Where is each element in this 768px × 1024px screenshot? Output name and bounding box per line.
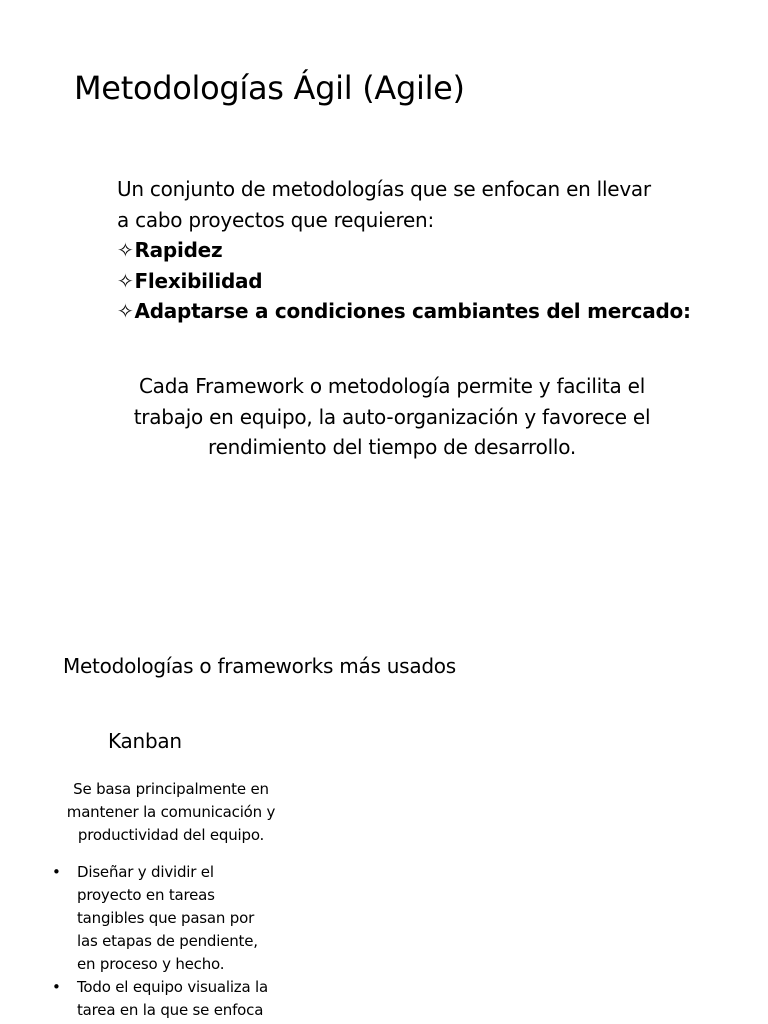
sparkle-bullet-icon: ✧ xyxy=(117,268,134,293)
framework-paragraph xyxy=(100,371,684,463)
bullet-line: tarea en la que se enfoca xyxy=(77,1001,264,1019)
bullet-line: las etapas de pendiente, xyxy=(77,932,258,950)
kanban-bullet-list xyxy=(50,861,300,1022)
frameworks-heading: Metodologías o frameworks más usados xyxy=(63,654,456,678)
paragraph-line: trabajo en equipo, la auto-organización y favorece el xyxy=(133,404,651,429)
bullet-line: tangibles que pasan por xyxy=(77,909,255,927)
kanban-description xyxy=(46,778,296,847)
requirements-list xyxy=(117,235,717,327)
bullet-dot-icon: • xyxy=(52,978,61,996)
description-line: productividad del equipo. xyxy=(77,826,265,844)
kanban-bullet-item xyxy=(50,861,300,976)
kanban-title: Kanban xyxy=(108,729,182,753)
requirement-item xyxy=(117,266,717,297)
requirement-text: Adaptarse a condiciones cambiantes del mercado: xyxy=(134,299,691,323)
kanban-bullet-item xyxy=(50,976,300,1022)
slide-title: Metodologías Ágil (Agile) xyxy=(74,69,465,107)
intro-line: Un conjunto de metodologías que se enfocan en llevar xyxy=(117,177,651,201)
intro-line: a cabo proyectos que requieren: xyxy=(117,207,434,232)
bullet-line: proyecto en tareas xyxy=(77,886,215,904)
bullet-line: Todo el equipo visualiza la xyxy=(77,978,268,996)
requirement-text: Flexibilidad xyxy=(134,268,263,293)
requirement-item xyxy=(117,235,717,266)
paragraph-line: Cada Framework o metodología permite y facilita el xyxy=(138,374,646,398)
bullet-dot-icon: • xyxy=(52,863,61,881)
intro-block xyxy=(117,174,717,327)
requirement-text: Rapidez xyxy=(134,238,223,262)
requirement-item xyxy=(117,296,717,327)
paragraph-line: rendimiento del tiempo de desarrollo. xyxy=(208,435,576,459)
sparkle-bullet-icon: ✧ xyxy=(117,238,134,262)
bullet-line: en proceso y hecho. xyxy=(77,955,225,973)
description-line: mantener la comunicación y xyxy=(66,803,276,821)
bullet-line: Diseñar y dividir el xyxy=(77,863,214,881)
sparkle-bullet-icon: ✧ xyxy=(117,299,134,323)
description-line: Se basa principalmente en xyxy=(73,780,269,798)
